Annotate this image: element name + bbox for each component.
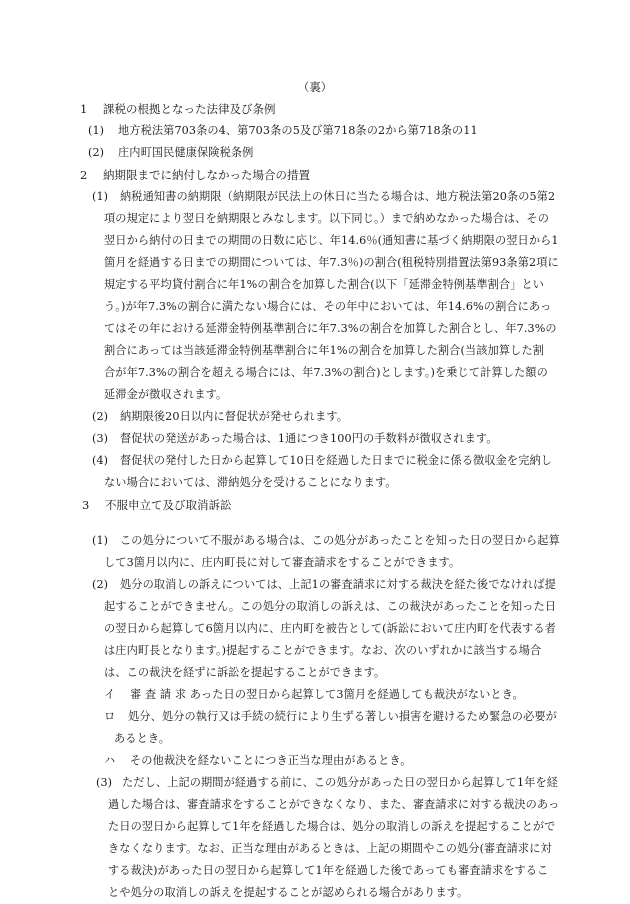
item-number: (1) [88, 124, 105, 137]
item-line: 起することができません。この処分の取消しの訴えは、この裁決があったことを知った日 [104, 600, 557, 613]
item-text: 地方税法第703条の4、第703条の5及び第718条の2から第718条の11 [118, 124, 478, 137]
section-number: 2 [80, 168, 88, 182]
item-line: する裁決)があった日の翌日から起算して1年を経過した後であっても審査請求をするこ [108, 864, 549, 877]
item-line: う。)が年7.3%の割合に満たない場合には、その年中においては、年14.6%の割合にあっ [104, 300, 552, 313]
s2-item-3 [92, 428, 562, 450]
subitem-line: 処分、処分の執行又は手続の続行により生ずる著しい損害を避けるため緊急の必要が [128, 710, 557, 723]
item-line: た日の翌日から起算して1年を経過した場合は、処分の取消しの訴えを提起することがで [108, 820, 556, 833]
section-3-heading [82, 494, 231, 516]
item-number: (3) [92, 432, 109, 445]
item-line: この処分について不服がある場合は、この処分があったことを知った日の翌日から起算 [120, 534, 560, 547]
s3-subitem-ha [104, 750, 564, 772]
item-line: 翌日から納付の日までの期間の日数に応じ、年14.6％(通知書に基づく納期限の翌日から1 [104, 234, 559, 247]
subitem-marker: イ [104, 688, 116, 701]
section-title: 課税の根拠となった法律及び条例 [102, 102, 276, 116]
item-number: (4) [92, 454, 109, 467]
item-number: (2) [92, 578, 109, 591]
item-line: 割合にあっては当該延滞金特例基準割合に年1%の割合を加算した割合(当該加算した割 [104, 344, 544, 357]
item-text: 督促状の発送があった場合は、1通につき100円の手数料が徴収されます。 [120, 432, 498, 445]
item-text: 庄内町国民健康保険税条例 [118, 146, 254, 159]
section-number: 3 [82, 498, 90, 512]
item-line: ない場合においては、滞納処分を受けることになります。 [104, 476, 397, 489]
item-text: 納期限後20日以内に督促状が発せられます。 [120, 410, 349, 423]
subitem-text: その他裁決を経ないことにつき正当な理由があるとき。 [130, 754, 412, 767]
section-title: 納期限までに納付しなかった場合の措置 [102, 168, 310, 182]
s1-item-2 [88, 142, 588, 164]
item-number: (3) [96, 776, 113, 789]
item-line: 過した場合は、審査請求をすることができなくなり、また、審査請求に対する裁決のあっ [108, 798, 560, 811]
subitem-line: あるとき。 [114, 732, 170, 745]
s3-subitem-ro [104, 706, 564, 750]
item-line: 延滞金が徴収されます。 [104, 388, 228, 401]
item-line: は、この裁決を経ずに訴訟を提起することができます。 [104, 666, 386, 679]
subitem-text: 審 査 請 求 あった日の翌日から起算して3箇月を経過しても裁決がないとき。 [130, 688, 524, 701]
section-2-heading [80, 164, 310, 186]
s2-item-4 [92, 450, 562, 494]
item-line: は庄内町長となります。)提起することができます。なお、次のいずれかに該当する場合 [104, 644, 542, 657]
s3-item-2 [92, 574, 562, 684]
item-line: とや処分の取消しの訴えを提起することが認められる場合があります。 [108, 886, 469, 899]
item-line: 合が年7.3%の割合を超える場合には、年7.3%の割合)とします。)を乗じて計算した額の [104, 366, 548, 379]
s3-item-1 [92, 530, 562, 574]
s2-item-2 [92, 406, 562, 428]
item-number: (1) [92, 190, 109, 203]
item-line: きなくなります。なお、正当な理由があるときは、上記の期間やこの処分(審査請求に対 [108, 842, 552, 855]
s2-item-1 [92, 186, 562, 406]
page-title: （裏） [297, 80, 333, 94]
item-line: てはその年における延滞金特例基準割合に年7.3%の割合を加算した割合とし、年7.3%の [104, 322, 557, 335]
item-line: 納税通知書の納期限（納期限が民法上の休日に当たる場合は、地方税法第20条の5第2 [120, 190, 556, 203]
section-title: 不服申立て及び取消訴訟 [104, 498, 232, 512]
s3-subitem-i [104, 684, 564, 706]
subitem-marker: ロ [104, 710, 116, 723]
item-number: (2) [92, 410, 109, 423]
section-number: 1 [80, 102, 88, 116]
section-1-heading [80, 98, 275, 120]
item-line: の翌日から起算して6箇月以内に、庄内町を被告として(訴訟において庄内町を代表する者 [104, 622, 556, 635]
item-number: (2) [88, 146, 105, 159]
item-number: (1) [92, 534, 109, 547]
item-line: 処分の取消しの訴えについては、上記1の審査請求に対する裁決を経た後でなければ提 [120, 578, 556, 591]
item-line: 箇月を経過する日までの期間については、年7.3％)の割合(租税特別措置法第93条第2項に [104, 256, 559, 269]
s1-item-1 [88, 120, 588, 142]
item-line: して3箇月以内に、庄内町長に対して審査請求をすることができます。 [104, 556, 461, 569]
subitem-marker: ハ [104, 754, 116, 767]
item-line: 項の規定により翌日を納期限とみなします。以下同じ。）まで納めなかった場合は、その [104, 212, 550, 225]
item-line: 規定する平均貸付割合に年1%の割合を加算した割合(以下「延滞金特例基準割合」とい [104, 278, 545, 291]
item-line: 督促状の発付した日から起算して10日を経過した日までに税金に係る徴収金を完納し [120, 454, 553, 467]
item-line: ただし、上記の期間が経過する前に、この処分があった日の翌日から起算して1年を経 [122, 776, 559, 789]
s3-item-3 [96, 772, 566, 904]
